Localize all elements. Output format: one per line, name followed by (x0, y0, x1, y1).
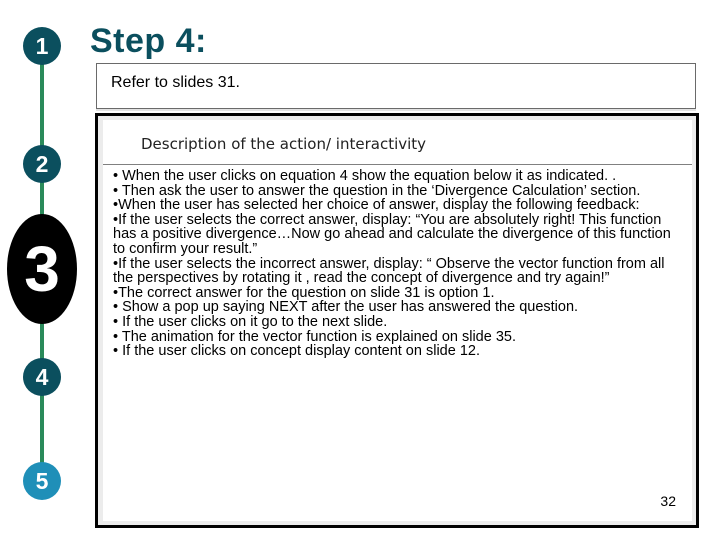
description-line: • If the user clicks on concept display content on slide 12. (113, 343, 480, 360)
description-panel-inner (103, 120, 692, 521)
description-line: •When the user has selected her choice of answer, display the following feedback: (113, 197, 640, 214)
description-line: •If the user selects the correct answer, display: “You are absolutely right! This function has a positive divergence…Now go ahead and calculate the divergence of this function to confirm your result.” (113, 211, 671, 257)
step-2-marker[interactable]: 2 (23, 145, 61, 183)
page-title: Step 4: (90, 22, 207, 60)
description-line: • The animation for the vector function is explained on slide 35. (113, 328, 516, 345)
description-body (113, 169, 683, 359)
page-number: 32 (660, 493, 676, 509)
step-5-marker[interactable]: 5 (23, 462, 61, 500)
step-1-marker[interactable]: 1 (23, 27, 61, 65)
description-heading: Description of the action/ interactivity (141, 135, 427, 153)
reference-text: Refer to slides 31. (111, 74, 240, 91)
description-line: • Show a pop up saying NEXT after the user has answered the question. (113, 299, 579, 316)
description-line: •If the user selects the incorrect answer, display: “ Observe the vector function from all the perspectives by rotating it , read the concept of divergence and try again!” (113, 255, 665, 287)
reference-box (96, 63, 696, 109)
description-line: • If the user clicks on it go to the next slide. (113, 313, 388, 330)
description-panel (95, 113, 699, 528)
description-line: •The correct answer for the question on slide 31 is option 1. (113, 284, 495, 301)
description-line: • Then ask the user to answer the question in the ‘Divergence Calculation’ section. (113, 182, 641, 199)
step-4-marker[interactable]: 4 (23, 358, 61, 396)
description-line: • When the user clicks on equation 4 show the equation below it as indicated. . (113, 168, 617, 184)
step-3-marker-active[interactable]: 3 (7, 214, 77, 324)
description-divider (103, 164, 692, 165)
